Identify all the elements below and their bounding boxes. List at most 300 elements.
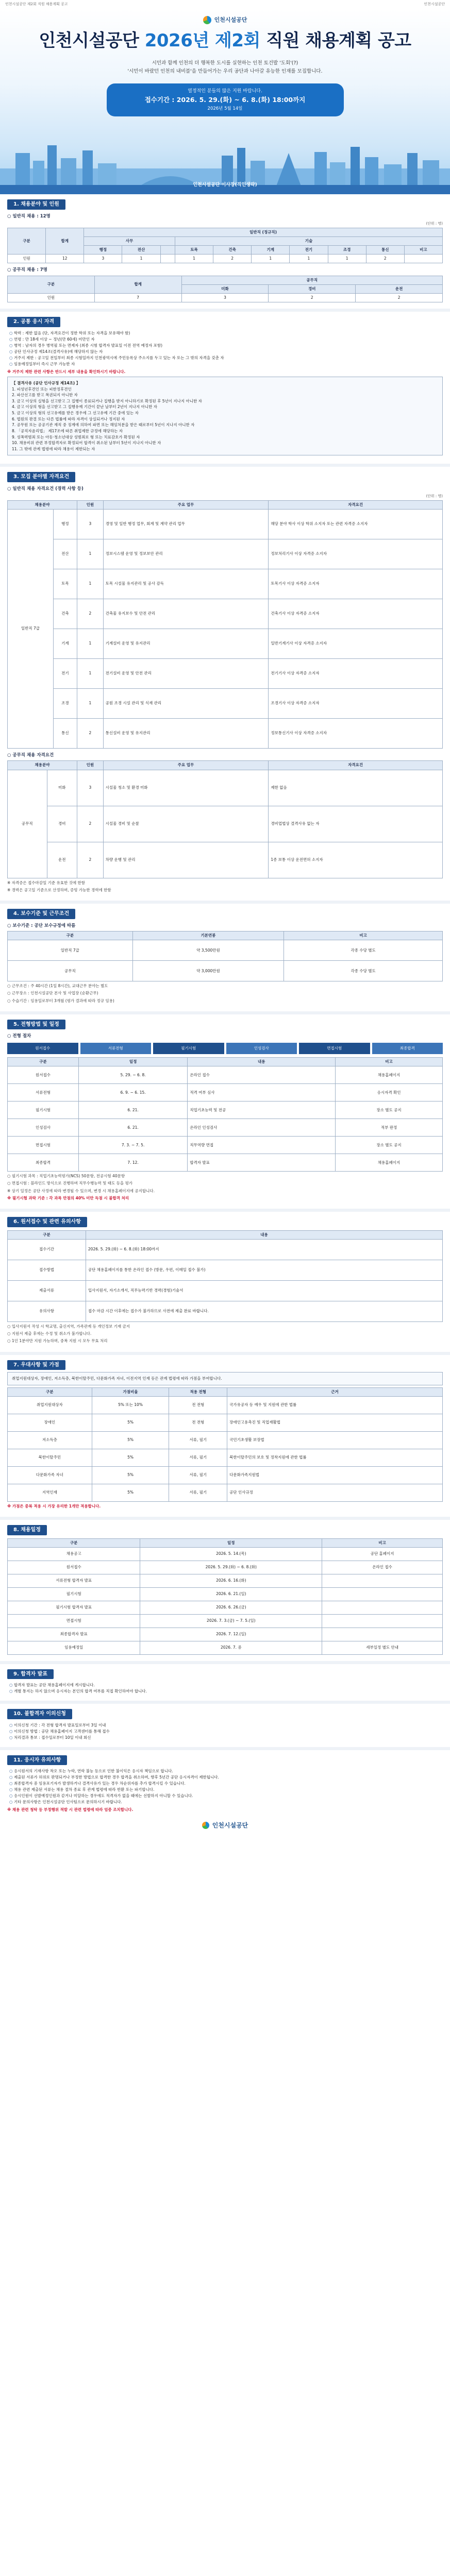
table-cell: 5. 29. ~ 6. 8. (78, 1066, 187, 1084)
list-item: ○ 연령 : 만 18세 이상 ~ 정년(만 60세) 미만인 자 (9, 336, 443, 343)
table-cell: 토목기사 이상 자격증 소지자 (269, 569, 443, 599)
table-cell: 경비업법상 결격사유 없는 자 (269, 806, 443, 842)
table-header: 적용 전형 (169, 1387, 227, 1396)
table-row (8, 1628, 443, 1641)
table-header: 사무 (84, 236, 175, 245)
table-cell: 인원 (8, 294, 95, 302)
table-cell: 5% 또는 10% (92, 1396, 169, 1414)
table-cell: 경영 및 일반 행정 업무, 회계 및 계약 관리 업무 (103, 509, 269, 539)
table-cell: 응시자격 확인 (336, 1084, 443, 1101)
table-cell: 유의사항 (8, 1301, 86, 1321)
table-cell: 6. 21. (78, 1101, 187, 1119)
table-cell: 입사지원서, 자기소개서, 직무능력기반 경력(경험)기술서 (86, 1280, 442, 1301)
table-header: 구분 (8, 1387, 92, 1396)
table-cell: 직무역량 면접 (188, 1137, 336, 1154)
table-cell: 12 (46, 255, 84, 263)
box-line: 5. 금고 이상의 형의 선고유예를 받은 경우에 그 선고유예 기간 중에 있는 자 (12, 411, 139, 416)
section-title: 4. 보수기준 및 근무조건 (7, 909, 75, 919)
table-header: 자격요건 (269, 500, 443, 509)
table-row (8, 770, 443, 806)
list-item: ○ 공단 인사규정 제14조(결격사유)에 해당하지 않는 자 (9, 349, 443, 355)
table-cell: 전 전형 (169, 1414, 227, 1431)
table-cell: 2 (356, 294, 443, 302)
table-header: 미화 (181, 284, 269, 293)
table-cell: 원서접수 (8, 1561, 140, 1574)
table-cell: 6. 9. ~ 6. 15. (78, 1084, 187, 1101)
table-cell: 5% (92, 1484, 169, 1501)
table-cell: 북한이탈주민의 보호 및 정착지원에 관한 법률 (227, 1449, 443, 1466)
table-header: 운전 (356, 284, 443, 293)
table-cell: 적격 여부 심사 (188, 1084, 336, 1101)
table-cell: 각종 수당 별도 (284, 961, 443, 981)
table-row (8, 1066, 443, 1084)
table-header: 가점비율 (92, 1387, 169, 1396)
table-cell: 접수 마감 시간 이후에는 접수가 불가하므로 사전에 제출 완료 바랍니다. (86, 1301, 442, 1321)
table-row (8, 1396, 443, 1414)
note-text: ※ 경력은 공고일 기준으로 산정하며, 증빙 가능한 경력에 한함 (7, 887, 111, 892)
table-header: 내용 (86, 1230, 442, 1239)
table-row (8, 718, 443, 748)
table-cell: 서류, 필기 (169, 1466, 227, 1484)
section-title: 11. 응시자 유의사항 (7, 1755, 67, 1766)
subsection-title: ○ 보수기준 : 공단 보수규정에 따름 (7, 923, 76, 928)
appeal-list (7, 1722, 443, 1741)
table-row (8, 688, 443, 718)
table-header: 주요 업무 (103, 500, 269, 509)
table-header: 통신 (366, 246, 404, 255)
table-cell: 온라인 접수 (322, 1561, 443, 1574)
table-header: 주요 업무 (103, 761, 269, 770)
top-header (0, 0, 450, 9)
table-header (160, 246, 175, 255)
table-cell: 7 (94, 294, 181, 302)
warning-note: ※ 가점은 중복 적용 시 가장 유리한 1개만 적용합니다. (7, 1503, 101, 1509)
table-cell: 전기기사 이상 자격증 소지자 (269, 658, 443, 688)
table-cell: 경비 (47, 806, 77, 842)
logo-text: 인천시설공단 (214, 16, 247, 24)
section-announcement (0, 1664, 450, 1697)
table-cell: 5% (92, 1449, 169, 1466)
warning-note: ※ 채용 관련 청탁 등 부정행위 적발 시 관련 법령에 따라 엄중 조치합니다. (7, 1807, 134, 1812)
note-text: ○ 수습기간 : 임용일로부터 3개월 (평가 결과에 따라 정규 임용) (7, 998, 114, 1003)
table-header: 구분 (8, 1058, 79, 1066)
table-row (8, 1547, 443, 1561)
list-item: ○ 이의신청 방법 : 공단 채용홈페이지 고객센터를 통해 접수 (9, 1728, 443, 1735)
box-line: 11. 그 밖에 관계 법령에 따라 채용이 제한되는 자 (12, 446, 95, 451)
table-row (8, 1466, 443, 1484)
section-schedule (0, 1520, 450, 1657)
table-cell: 제출서류 (8, 1280, 86, 1301)
table-cell: 7. 12. (78, 1154, 187, 1172)
note-text: ○ 지원서 제출 후에는 수정 및 취소가 불가합니다. (7, 1331, 92, 1336)
table-cell: 5% (92, 1414, 169, 1431)
process-step: 필기시험 (153, 1043, 224, 1054)
table-cell: 각종 수당 별도 (284, 940, 443, 961)
box-line: 9. 성폭력범죄 또는 아동·청소년대상 성범죄로 형 또는 치료감호가 확정된 자 (12, 434, 140, 439)
table-cell: 건축 (53, 599, 77, 629)
hero-sub-line-2: '시민이 바랐던 인천의 내비블'을 만들어가는 우리 공단과 나아갈 유능한 인재를 모집합니다. (127, 68, 323, 74)
table-cell: 접수기간 (8, 1239, 86, 1260)
table-cell: 공단 채용홈페이지를 통한 온라인 접수 (방문, 우편, 이메일 접수 불가) (86, 1260, 442, 1280)
table-cell: 장소 별도 공지 (336, 1137, 443, 1154)
table-row (8, 569, 443, 599)
table-cell: 2026. 6. 21.(일) (140, 1587, 322, 1601)
table-header: 일정 (78, 1058, 187, 1066)
table-header: 토목 (175, 246, 213, 255)
table-row (8, 1084, 443, 1101)
table-cell: 국민기초생활 보장법 (227, 1431, 443, 1449)
table-header: 채용분야 (8, 500, 77, 509)
table-header: 전산 (122, 246, 160, 255)
table-cell: 통신 (53, 718, 77, 748)
table-cell: 1 (77, 629, 104, 658)
table-cell: 건축물 유지보수 및 안전 관리 (103, 599, 269, 629)
table-row (8, 940, 443, 961)
table-cell: 전산 (53, 539, 77, 569)
table-header: 비고 (284, 931, 443, 940)
table-cell: 전기설비 운영 및 안전 관리 (103, 658, 269, 688)
list-item: ○ 응시원서의 기재사항 착오 또는 누락, 연락 불능 등으로 인한 불이익은 응시자 책임으로 합니다. (9, 1768, 443, 1774)
table-cell: 적부 판정 (336, 1119, 443, 1137)
table-cell: 1 (77, 688, 104, 718)
table-row (8, 842, 443, 878)
table-row (8, 1484, 443, 1501)
table-row (8, 1137, 443, 1154)
table-cell: 일반기계기사 이상 자격증 소지자 (269, 629, 443, 658)
table-row (8, 1154, 443, 1172)
public-qualification-table (7, 760, 443, 878)
table-cell: 1 (77, 539, 104, 569)
section-title: 8. 채용일정 (7, 1525, 47, 1535)
table-row (8, 1641, 443, 1654)
hero-subtitle (0, 59, 450, 75)
note-text: ※ 상기 일정은 공단 사정에 따라 변경될 수 있으며, 변경 시 채용홈페이지에 공지합니다. (7, 1188, 155, 1193)
list-item: ○ 학력 : 제한 없음 (단, 자격요건이 정한 학위 또는 자격을 보유해야 함) (9, 330, 443, 336)
table-row (8, 1101, 443, 1119)
table-cell: 6. 21. (78, 1119, 187, 1137)
table-header: 건축 (213, 246, 252, 255)
table-header: 기본연봉 (132, 931, 284, 940)
public-staff-table (7, 276, 443, 302)
table-cell: 약 3,000만원 (132, 961, 284, 981)
preference-box: 취업지원대상자, 장애인, 저소득층, 북한이탈주민, 다문화가족 자녀, 이전지역 인재 등은 관계 법령에 따라 가점을 부여합니다. (7, 1372, 443, 1385)
table-cell: 2026. 5. 14.(목) (140, 1547, 322, 1561)
table-cell: 2 (213, 255, 252, 263)
table-cell: 정보통신기사 이상 자격증 소지자 (269, 718, 443, 748)
table-row (8, 1119, 443, 1137)
table-cell: 공단 인사규정 (227, 1484, 443, 1501)
list-item: ○ 채용 관련 제출된 서류는 채용 절차 종료 후 관계 법령에 따라 반환 또는 파기합니다. (9, 1787, 443, 1793)
table-cell: 약 3,500만원 (132, 940, 284, 961)
section-common-qualifications (0, 312, 450, 460)
process-step: 면접시험 (299, 1043, 370, 1054)
table-cell: 지역인재 (8, 1484, 92, 1501)
table-header: 구분 (8, 931, 133, 940)
list-item: ○ 개별 통지는 하지 않으며 응시자는 본인의 합격 여부를 직접 확인하여야 합니다. (9, 1688, 443, 1694)
note-text: ○ 입사지원서 작성 시 학교명, 출신지역, 가족관계 등 개인정보 기재 금지 (7, 1324, 130, 1329)
section-title: 7. 우대사항 및 가점 (7, 1360, 65, 1370)
list-item: ○ 최종합격자 중 임용포기자가 발생하거나 결격사유가 있는 경우 차순위자를 추가 합격시킬 수 있습니다. (9, 1781, 443, 1787)
footer-logo (0, 1816, 450, 1837)
note-text: ※ 자격증은 접수마감일 기준 유효한 것에 한함 (7, 880, 85, 885)
table-cell: 운전 (47, 842, 77, 878)
preference-table (7, 1387, 443, 1502)
table-cell: 2 (77, 599, 104, 629)
table-header: 인원 (77, 761, 104, 770)
logo-icon (203, 16, 211, 24)
list-item: ○ 임용예정일부터 즉시 근무 가능한 자 (9, 361, 443, 367)
table-cell: 정보처리기사 이상 자격증 소지자 (269, 539, 443, 569)
table-row (8, 1449, 443, 1466)
table-row (8, 1574, 443, 1587)
table-row (8, 1431, 443, 1449)
table-cell: 채용공고 (8, 1547, 140, 1561)
note-text: ○ 면접시험 : 블라인드 방식으로 진행하며 직무수행능력 및 태도 등을 평가 (7, 1181, 133, 1186)
table-row (8, 599, 443, 629)
table-cell: 1 (290, 255, 328, 263)
table-header: 구분 (8, 1538, 140, 1547)
table-cell: 2026. 7. 12.(일) (140, 1628, 322, 1641)
table-cell: 제한 없음 (269, 770, 443, 806)
period-line-3: 2026년 5월 14일 (207, 106, 243, 111)
box-title: 【 결격사유 (공단 인사규정 제14조) 】 (12, 380, 80, 385)
table-cell: 토목 (53, 569, 77, 599)
table-cell: 세부일정 별도 안내 (322, 1641, 443, 1654)
table-row (8, 658, 443, 688)
table-header: 인원 (77, 500, 104, 509)
list-item: ○ 제출된 서류가 허위로 판명되거나 부정한 방법으로 합격한 경우 합격을 취소하며, 향후 5년간 공단 응시자격이 제한됩니다. (9, 1774, 443, 1781)
box-line: 6. 법원의 판결 또는 다른 법률에 따라 자격이 상실되거나 정지된 자 (12, 416, 125, 421)
process-step: 인성검사 (226, 1043, 297, 1054)
table-cell: 다문화가족 자녀 (8, 1466, 92, 1484)
list-item: ○ 거주지 제한 : 공고일 전일부터 최종 시험일까지 인천광역시에 주민등록상 주소지를 두고 있는 자 또는 그 밖의 자격을 갖춘 자 (9, 355, 443, 361)
table-row (8, 539, 443, 569)
table-header: 기술 (175, 236, 442, 245)
pay-table (7, 931, 443, 981)
table-cell: 1종 보통 이상 운전면허 소지자 (269, 842, 443, 878)
box-line: 3. 금고 이상의 실형을 선고받고 그 집행이 종료되거나 집행을 받지 아니하기로 확정된 후 5년이 지나지 아니한 자 (12, 398, 202, 403)
table-cell: 면접시험 (8, 1137, 79, 1154)
table-header: 채용분야 (8, 761, 77, 770)
announcement-list (7, 1682, 443, 1694)
table-cell: 2 (77, 806, 104, 842)
table-cell: 공원 조경 시설 관리 및 식재 관리 (103, 688, 269, 718)
table-cell: 다문화가족지원법 (227, 1466, 443, 1484)
table-cell (322, 1628, 443, 1641)
subsection-title: ○ 공무직 채용 자격요건 (7, 752, 54, 758)
table-cell: 채용홈페이지 (336, 1066, 443, 1084)
table-cell: 일반직 7급 (8, 940, 133, 961)
table-header: 합계 (46, 228, 84, 254)
warning-note: ※ 필기시험 과락 기준 : 각 과목 만점의 40% 미만 득점 시 불합격 처리 (7, 1195, 129, 1200)
section-title: 2. 공통 응시 자격 (7, 317, 60, 327)
table-row (8, 1260, 443, 1280)
list-item: ○ 합격자 발표는 공단 채용홈페이지에 게시합니다. (9, 1682, 443, 1688)
table-cell: 서류, 필기 (169, 1449, 227, 1466)
period-line-1: 열정적인 분들의 많은 지원 바랍니다. (188, 88, 262, 94)
table-header: 구분 (8, 228, 46, 254)
table-cell: 5% (92, 1466, 169, 1484)
table-row (8, 1239, 443, 1260)
table-cell: 2 (77, 718, 104, 748)
table-row (8, 961, 443, 981)
header-doc-title: 인천시설공단 제2회 직원 채용계획 공고 (5, 2, 68, 6)
table-row (8, 806, 443, 842)
table-cell: 전기 (53, 658, 77, 688)
unit-label: (단위 : 명) (426, 494, 443, 499)
table-cell: 서류, 필기 (169, 1431, 227, 1449)
table-header: 비고 (322, 1538, 443, 1547)
process-step: 서류전형 (80, 1043, 152, 1054)
process-step: 원서접수 (7, 1043, 78, 1054)
table-cell (404, 255, 442, 263)
box-line: 8. 「공직자윤리법」 제17조에 따른 취업제한 규정에 해당하는 자 (12, 428, 123, 433)
section-recruitment-fields (0, 194, 450, 304)
note-text: ○ 필기시험 과목 : 직업기초능력평가(NCS) 50문항, 전공시험 40문항 (7, 1174, 125, 1179)
table-cell: 최종합격 (8, 1154, 79, 1172)
logo-icon (202, 1822, 209, 1829)
table-cell: 2026. 7. 3.(금) ~ 7. 5.(일) (140, 1614, 322, 1628)
table-cell: 2026. 6. 26.(금) (140, 1601, 322, 1614)
disqualification-box (7, 377, 443, 456)
table-header: 경비 (269, 284, 356, 293)
table-header: 구분 (8, 1230, 86, 1239)
table-cell (322, 1574, 443, 1587)
table-cell: 차량 운행 및 관리 (103, 842, 269, 878)
table-cell: 장애인 (8, 1414, 92, 1431)
table-cell: 북한이탈주민 (8, 1449, 92, 1466)
table-cell: 시설물 경비 및 순찰 (103, 806, 269, 842)
org-logo (0, 9, 450, 24)
table-header: 자격요건 (269, 761, 443, 770)
table-header: 근거 (227, 1387, 443, 1396)
table-cell: 3 (84, 255, 122, 263)
table-header: 내용 (188, 1058, 336, 1066)
table-cell: 합격자 발표 (188, 1154, 336, 1172)
table-row (8, 1561, 443, 1574)
table-cell: 인성검사 (8, 1119, 79, 1137)
section-title: 9. 합격자 발표 (7, 1669, 54, 1680)
period-line-2: 접수기간 : 2026. 5. 29.(화) ~ 6. 8.(화) 18:00까지 (144, 95, 306, 104)
table-cell: 국가유공자 등 예우 및 지원에 관한 법률 (227, 1396, 443, 1414)
table-row (8, 1280, 443, 1301)
table-cell: 행정 (53, 509, 77, 539)
table-cell: 2026. 5. 29.(화) ~ 6. 8.(화) 18:00까지 (86, 1239, 442, 1260)
general-qualification-table (7, 500, 443, 749)
table-cell: 조경 (53, 688, 77, 718)
table-cell: 기계설비 운영 및 유지관리 (103, 629, 269, 658)
section-pay-conditions (0, 904, 450, 1007)
note-text: ○ 근무조건 : 주 40시간 (1일 8시간), 교대근무 분야는 별도 (7, 984, 108, 989)
list-item: ○ 이의신청 기간 : 각 전형 합격자 발표일로부터 3일 이내 (9, 1722, 443, 1728)
hero-sub-line-1: 시민과 함께 인천의 더 행복한 도시를 실현하는 인천 토건발 '도회'(?) (152, 60, 298, 66)
table-cell: 장소 별도 공지 (336, 1101, 443, 1119)
table-cell: 서류전형 (8, 1084, 79, 1101)
schedule-table (7, 1538, 443, 1655)
table-cell: 서류전형 합격자 발표 (8, 1574, 140, 1587)
table-cell: 7. 3. ~ 7. 5. (78, 1137, 187, 1154)
table-row (8, 294, 443, 302)
table-row (8, 629, 443, 658)
table-row (8, 1587, 443, 1601)
table-cell: 조경기사 이상 자격증 소지자 (269, 688, 443, 718)
table-header: 비고 (404, 246, 442, 255)
table-header: 비고 (336, 1058, 443, 1066)
section-title: 5. 전형방법 및 일정 (7, 1020, 65, 1030)
list-item: ○ 병역 : 남자의 경우 병역필 또는 면제자 (최종 시험 합격자 발표일 이전 전역 예정자 포함) (9, 343, 443, 349)
list-item: ○ 처리결과 통보 : 접수일로부터 10일 이내 회신 (9, 1735, 443, 1741)
section-application (0, 1212, 450, 1347)
table-cell: 2 (269, 294, 356, 302)
table-cell: 3 (181, 294, 269, 302)
header-org: 인천시설공단 (424, 2, 445, 6)
table-row (8, 1614, 443, 1628)
table-cell: 2026. 5. 29.(화) ~ 6. 8.(화) (140, 1561, 322, 1574)
section-preferences (0, 1355, 450, 1513)
table-cell: 토목 시설물 유지관리 및 공사 감독 (103, 569, 269, 599)
title-part-b: 직원 채용계획 공고 (260, 30, 411, 52)
table-cell: 온라인 인성검사 (188, 1119, 336, 1137)
box-line: 4. 금고 이상의 형을 선고받고 그 집행유예 기간이 끝난 날부터 2년이 지나지 아니한 자 (12, 404, 158, 410)
section-selection-process (0, 1014, 450, 1205)
table-cell: 장애인고용촉진 및 직업재활법 (227, 1414, 443, 1431)
table-cell: 5% (92, 1431, 169, 1449)
application-period-box (107, 83, 344, 116)
table-header: 합계 (94, 276, 181, 293)
subsection-title: ○ 공무직 채용 : 7명 (7, 267, 47, 273)
hero-banner (0, 9, 450, 194)
section-title: 3. 모집 분야별 자격요건 (7, 472, 75, 482)
footer-org-name: 인천시설공단 (212, 1822, 248, 1829)
table-cell: 필기시험 합격자 발표 (8, 1601, 140, 1614)
table-cell: 2 (366, 255, 404, 263)
subsection-title: ○ 전형 절차 (7, 1033, 31, 1039)
box-line: 10. 채용비위 관련 부정합격자로 확정되어 합격이 취소된 날부터 5년이 지나지 아니한 자 (12, 440, 161, 446)
table-cell: 3 (77, 509, 104, 539)
table-cell: 온라인 접수 (188, 1066, 336, 1084)
section-title: 10. 불합격자 이의신청 (7, 1709, 72, 1719)
table-cell: 공단 홈페이지 (322, 1547, 443, 1561)
table-cell: 취업지원대상자 (8, 1396, 92, 1414)
list-item: ○ 기타 문의사항은 인천시설공단 인사팀으로 문의하시기 바랍니다. (9, 1799, 443, 1805)
section-appeal (0, 1704, 450, 1743)
table-header: 일반직 (정규직) (84, 228, 443, 236)
table-header: 전기 (290, 246, 328, 255)
table-cell: 3 (77, 770, 104, 806)
table-cell: 채용홈페이지 (336, 1154, 443, 1172)
table-row (8, 1414, 443, 1431)
table-cell: 공무직 (8, 770, 47, 878)
table-cell: 필기시험 (8, 1587, 140, 1601)
table-cell (322, 1614, 443, 1628)
table-cell: 미화 (47, 770, 77, 806)
table-header: 조경 (328, 246, 366, 255)
process-table (7, 1057, 443, 1172)
title-part-a: 인천시설공단 (39, 30, 145, 52)
table-row (8, 1301, 443, 1321)
table-cell: 일반직 7급 (8, 509, 54, 748)
table-cell (322, 1601, 443, 1614)
notice-list (7, 1768, 443, 1805)
table-header: 공무직 (181, 276, 442, 284)
table-cell: 저소득층 (8, 1431, 92, 1449)
table-cell: 1 (252, 255, 290, 263)
unit-label: (단위 : 명) (426, 222, 443, 226)
section-title: 1. 채용분야 및 인원 (7, 199, 65, 210)
table-cell: 2026. 6. 16.(화) (140, 1574, 322, 1587)
table-cell: 직업기초능력 및 전공 (188, 1101, 336, 1119)
table-cell: 면접시험 (8, 1614, 140, 1628)
